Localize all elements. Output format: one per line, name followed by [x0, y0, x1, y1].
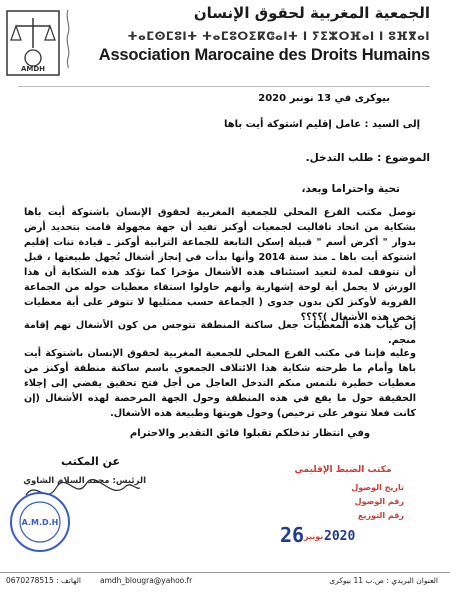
footer-phone: 0670278515 : الهاتف — [6, 576, 81, 585]
arrival-stamp-day: 26 — [280, 523, 305, 547]
letter-recipient: إلى السيد : عامل إقليم اشتوكة أيت باها — [223, 119, 420, 130]
letter-greeting: تحية واحتراما وبعد، — [301, 183, 400, 195]
letterhead — [0, 0, 450, 90]
svg-text:AMDH: AMDH — [20, 65, 46, 73]
body-paragraph-2: إن غياب هذه المعطيات جعل ساكنة المنطقة تتوجس من كون الأشغال تهم إقامة منجم. — [24, 320, 416, 346]
arrival-stamp-line-2: رقم الوصول — [354, 497, 404, 506]
association-round-stamp — [8, 490, 72, 554]
arrival-stamp — [278, 465, 408, 555]
body-paragraph-3: وعليه فإننا في مكتب الفرع المحلي للجمعية المغربية لحقوق الإنسان باشتوكة أيت باها وأمام ما طرحته شكاية هذا الائتلاف الجمعوي باسم ساكنة منطقة أوكنز من معطيات خطيرة نلتمس منكم التدخل العاجل من أجل فتح تحقيق يفضي إلى إجلاء الحقيقة حول ما يقع في هذه المنطقة وحول الجهة المرخصة لهذه الأشغال (إن كانت فعلا تتوفر على ترخيص) وحول هويتها وطبيعة هذه الأشغال. — [24, 348, 416, 419]
footer-address: العنوان البريدي : ص.ب 11 بيوكرى — [329, 576, 438, 585]
letter-closing: وفي انتظار تدخلكم تقبلوا فائق التقدير والاحترام — [129, 428, 371, 439]
arrival-stamp-year: 2020 — [324, 529, 356, 544]
letterhead-divider — [18, 86, 430, 87]
body-paragraph-1: توصل مكتب الفرع المحلي للجمعية المغربية لحقوق الإنسان باشتوكة أيت باها بشكاية من اتحاد تافاليت لجمعيات أوكنز تفيد أن جهة مجهولة قامت بتحديد أرض بدوار " أكرض أسم " قبيلة إسكن التابعة للجماعة الترابية أوكنز ـ قيادة تنات إقليم اشتوكة أيت باها ـ منذ سنة 2014 وأنها بدأت في إنجاز أشغال تُجهل طبيعتها ، قبل أن تتوقف لمدة لتعيد استئناف هذه الأشغال مؤخرا كما تؤكد هذه الشكاية أن هذا الورش لا يحمل أية لوحة إشهارية وأنهم حاولوا استقاء معطيات حوله من الجماعة القروية لأوكنز لكن بدون جدوى ( الجماعة حسب ممثليها لا تتوفر على أية معطيات تخص هذه الأشغال )؟؟؟؟ — [24, 207, 416, 323]
letterhead-name-arabic: الجمعية المغربية لحقوق الإنسان — [193, 4, 430, 22]
letter-subject: الموضوع : طلب التدخل. — [305, 152, 430, 164]
footer-email: amdh_blougra@yahoo.fr — [100, 576, 193, 585]
arrival-stamp-header: مكتب الضبط الإقليمي — [294, 465, 392, 475]
footer-divider — [0, 572, 450, 573]
signoff-label: عن المكتب — [60, 455, 120, 468]
letterhead-name-tifinagh: ⵜⴰⵎⵙⵎⵓⵏⵜ ⵜⴰⵎⵓⵔⵉⴽⵛⴰⵏⵜ ⵏ ⵢⵉⵣⵔⴼⴰⵏ ⵏ ⵓⴼⴳⴰⵏ — [127, 29, 430, 43]
arrival-stamp-line-3: رقم التوزيع — [357, 511, 404, 520]
letter-date: بيوكرى في 13 نونبر 2020 — [258, 93, 390, 104]
signature-name: الرئيس: محمد السلام الشاوي — [23, 476, 146, 486]
arrival-stamp-line-1: تاريخ الوصول — [351, 483, 404, 492]
svg-text:A.M.D.H: A.M.D.H — [21, 518, 59, 527]
association-logo — [4, 8, 62, 78]
arrival-stamp-month: نونبر — [304, 532, 324, 541]
letterhead-name-french: Association Marocaine des Droits Humains — [98, 46, 430, 64]
